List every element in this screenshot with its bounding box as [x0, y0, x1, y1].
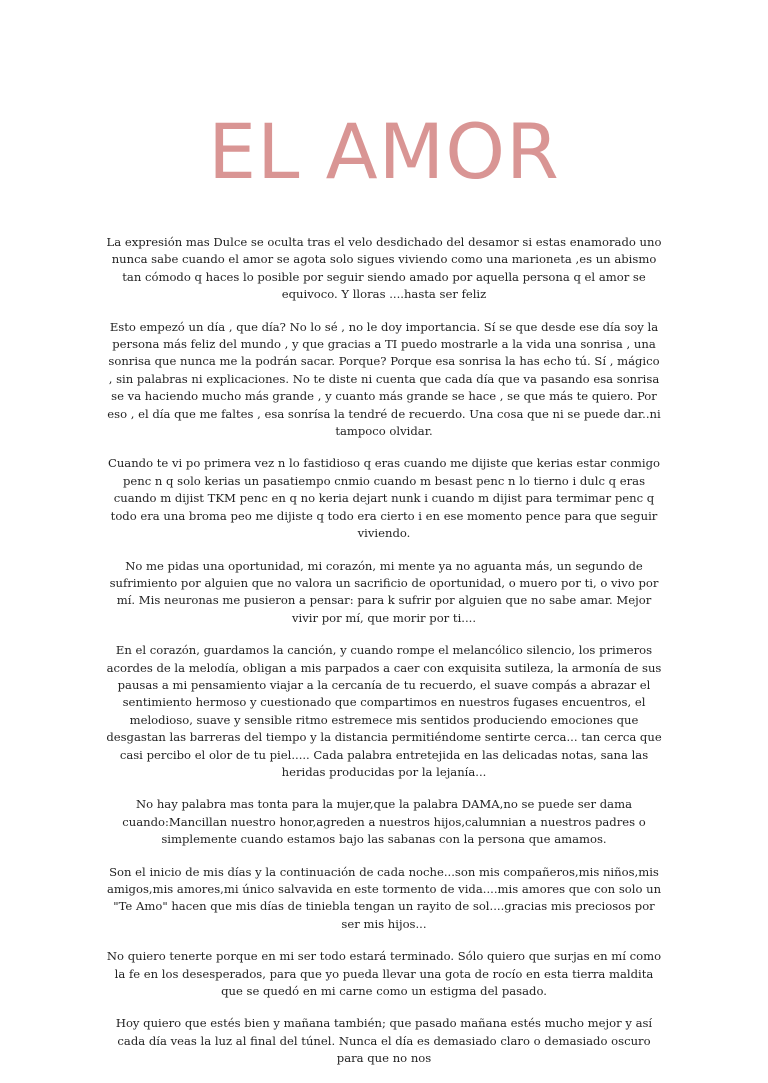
document-body — [106, 234, 662, 1083]
paragraph: En el corazón, guardamos la canción, y cuando rompe el melancólico silencio, los primeros acordes de la melodía, obligan a mis parpados a caer con exquisita sutileza, la armonía de sus pausas a mi pensamiento viajar a la cercanía de tu recuerdo, el suave compás a abrazar el sentimiento hermoso y cuestionado que compartimos en nuestros fugases encuentros, el melodioso, suave y sensible ritmo estremece mis sentidos produciendo emociones que desgastan las barreras del tiempo y la distancia permitiéndome sentirte cerca... tan cerca que casi percibo el olor de tu piel..... Cada palabra entretejida en las delicadas notas, sana las heridas producidas por la lejanía... — [106, 643, 662, 779]
paragraph: La expresión mas Dulce se oculta tras el velo desdichado del desamor si estas enamorado uno nunca sabe cuando el amor se agota solo sigues viviendo como una marioneta ,es un abismo tan cómodo q haces lo posible por seguir siendo amado por aquella persona q el amor se equivoco. Y lloras ....hasta ser feliz — [106, 235, 662, 302]
paragraph: Son el inicio de mis días y la continuación de cada noche...son mis compañeros,mis niños,mis amigos,mis amores,mi único salvavida en este tormento de vida....mis amores que con solo un "Te Amo" hacen que mis días de tiniebla tengan un rayito de sol....gracias mis preciosos por ser mis hijos... — [106, 864, 662, 931]
paragraph: No me pidas una oportunidad, mi corazón, mi mente ya no aguanta más, un segundo de sufrimiento por alguien que no valora un sacrificio de oportunidad, o muero por ti, o vivo por mí. Mis neuronas me pusieron a pensar: para k sufrir por alguien que no sabe amar. Mejor vivir por mí, que morir por ti.... — [109, 558, 659, 625]
paragraph: Hoy quiero que estés bien y mañana también; que pasado mañana estés mucho mejor y así cada día veas la luz al final del túnel. Nunca el día es demasiado claro o demasiado oscuro para que no nos — [115, 1016, 653, 1066]
page-title: EL AMOR — [208, 107, 560, 196]
paragraph: No quiero tenerte porque en mi ser todo estará terminado. Sólo quiero que surjas en mí como la fe en los desesperados, para que yo pueda llevar una gota de rocío en esta tierra maldita que se quedó en mi carne como un estigma del pasado. — [106, 949, 662, 999]
paragraph: No hay palabra mas tonta para la mujer,que la palabra DAMA,no se puede ser dama cuando:Mancillan nuestro honor,agreden a nuestros hijos,calumnian a nuestros padres o simplemente cuando estamos bajo las sabanas con la persona que amamos. — [122, 797, 646, 847]
paragraph: Cuando te vi po primera vez n lo fastidioso q eras cuando me dijiste que kerias estar conmigo penc n q solo kerias un pasatiempo cnmio cuando m besast penc n lo tierno i dulc q eras cuando m dijist TKM penc en q no keria dejart nunk i cuando m dijist para termimar penc q todo era una broma peo me dijiste q todo era cierto i en ese momento pence para que seguir viviendo. — [107, 456, 661, 541]
paragraph: Esto empezó un día , que día? No lo sé , no le doy importancia. Sí se que desde ese día soy la persona más feliz del mundo , y que gracias a TI puedo mostrarle a la vida una sonrisa , una sonrisa que nunca me la podrán sacar. Porque? Porque esa sonrisa la has echo tú. Sí , mágico , sin palabras ni explicaciones. No te diste ni cuenta que cada día que va pasando esa sonrisa se va haciendo mucho más grande , y cuanto más grande se hace , se que más te quiero. Por eso , el día que me faltes , esa sonrísa la tendré de recuerdo. Una cosa que ni se puede dar..ni tampoco olvidar. — [107, 319, 661, 439]
